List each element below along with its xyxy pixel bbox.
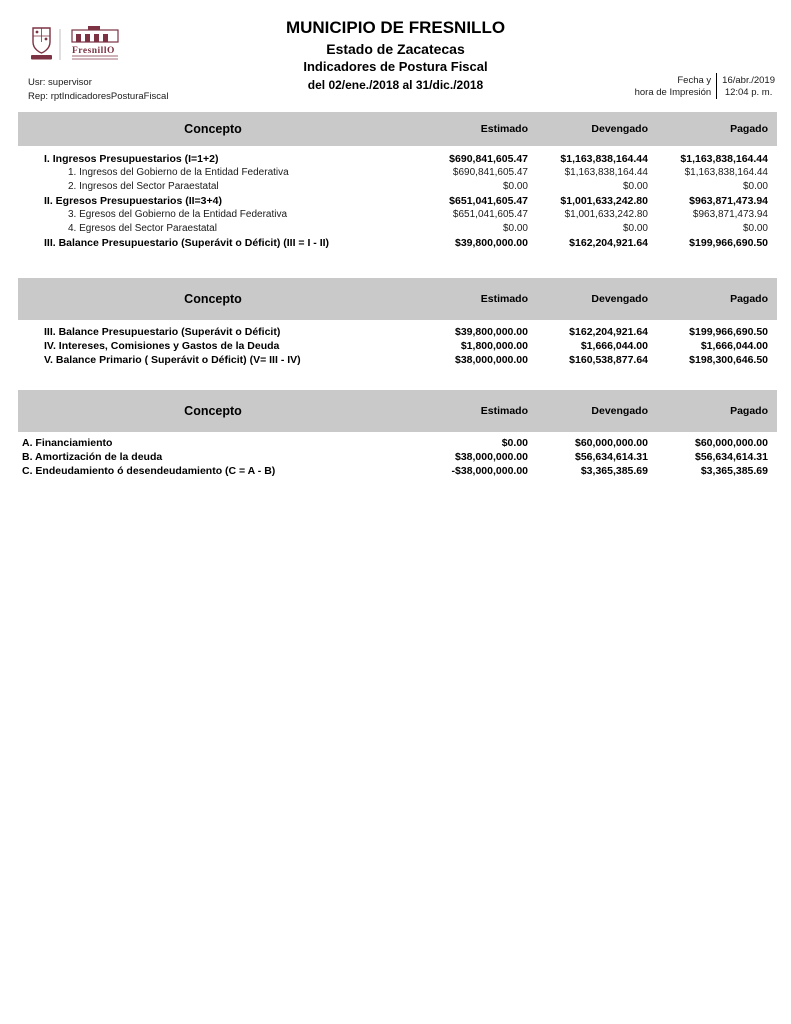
fiscal-table-ingresos-egresos [18,112,777,250]
table-header-bar [18,112,777,146]
estimado-value: $0.00 [502,181,528,192]
table-row [18,222,777,236]
column-header-devengado: Devengado [591,123,648,135]
devengado-value: $160,538,877.64 [569,354,648,366]
estimado-value: $39,800,000.00 [455,326,528,338]
devengado-value: $0.00 [622,181,648,192]
devengado-value: $0.00 [622,223,648,234]
print-info-labels [635,73,712,99]
report-id-label: Rep: rptIndicadoresPosturaFiscal [28,91,169,102]
estimado-value: $39,800,000.00 [455,237,528,249]
pagado-value: $198,300,646.50 [689,354,768,366]
pagado-value: $199,966,690.50 [689,237,768,249]
column-header-concepto: Concepto [184,404,242,418]
estimado-value: $38,000,000.00 [455,354,528,366]
column-header-estimado: Estimado [480,293,528,305]
estimado-value: $0.00 [502,223,528,234]
table-row [18,166,777,180]
concept-label: IV. Intereses, Comisiones y Gastos de la Deuda [44,340,280,352]
page-title: MUNICIPIO DE FRESNILLO [285,18,506,37]
table-body [18,325,777,367]
pagado-value: $963,871,473.94 [689,195,768,207]
concept-label: III. Balance Presupuestario (Superávit o Déficit) (III = I - II) [44,237,330,249]
column-header-pagado: Pagado [730,293,768,305]
table-row [18,339,777,353]
column-header-devengado: Devengado [591,293,648,305]
pagado-value: $1,666,044.00 [700,340,768,352]
pagado-value: $1,163,838,164.44 [680,153,768,165]
pagado-value: $60,000,000.00 [695,437,768,449]
pagado-value: $1,163,838,164.44 [684,167,768,178]
table-row [18,353,777,367]
table-row [18,436,777,450]
print-info [635,73,775,99]
pagado-value: $0.00 [742,223,768,234]
devengado-value: $1,163,838,164.44 [564,167,648,178]
table-body [18,436,777,478]
concept-label: A. Financiamiento [22,437,113,449]
column-header-devengado: Devengado [591,405,648,417]
table-row [18,180,777,194]
devengado-value: $1,666,044.00 [580,340,648,352]
devengado-value: $56,634,614.31 [575,451,648,463]
column-header-pagado: Pagado [730,123,768,135]
table-row [18,208,777,222]
table-body [18,152,777,250]
pagado-value: $3,365,385.69 [700,465,768,477]
print-info-divider [716,73,717,99]
table-row [18,464,777,478]
devengado-value: $3,365,385.69 [580,465,648,477]
logo-wordmark: FresnillO [72,46,115,56]
report-period: del 02/ene./2018 al 31/dic./2018 [307,77,484,92]
estimado-value: -$38,000,000.00 [451,465,528,477]
column-header-concepto: Concepto [184,122,242,136]
devengado-value: $1,001,633,242.80 [564,209,648,220]
fiscal-table-endeudamiento [18,390,777,478]
page-subtitle: Estado de Zacatecas [326,40,465,57]
concept-label: 4. Egresos del Sector Paraestatal [68,223,217,234]
concept-label: I. Ingresos Presupuestarios (I=1+2) [44,153,219,165]
devengado-value: $60,000,000.00 [575,437,648,449]
report-title: Indicadores de Postura Fiscal [303,58,488,74]
print-date-label: Fecha y [677,75,712,86]
concept-label: B. Amortización de la deuda [22,451,163,463]
table-row [18,236,777,250]
table-header-bar [18,390,777,432]
estimado-value: $38,000,000.00 [455,451,528,463]
estimado-value: $651,041,605.47 [449,195,528,207]
table-row [18,325,777,339]
estimado-value: $651,041,605.47 [452,209,528,220]
print-time-value: 12:04 p. m. [724,87,773,98]
table-row [18,194,777,208]
user-label: Usr: supervisor [28,77,92,88]
pagado-value: $0.00 [742,181,768,192]
pagado-value: $963,871,473.94 [692,209,768,220]
column-header-estimado: Estimado [480,123,528,135]
concept-label: C. Endeudamiento ó desendeudamiento (C = A - B) [22,465,276,477]
devengado-value: $1,001,633,242.80 [560,195,648,207]
table-row [18,450,777,464]
concept-label: 1. Ingresos del Gobierno de la Entidad Federativa [68,167,289,178]
concept-label: II. Egresos Presupuestarios (II=3+4) [44,195,222,207]
column-header-concepto: Concepto [184,292,242,306]
print-date-value: 16/abr./2019 [722,75,775,86]
estimado-value: $690,841,605.47 [452,167,528,178]
concept-label: 3. Egresos del Gobierno de la Entidad Federativa [68,209,288,220]
concept-label: V. Balance Primario ( Superávit o Déficit) (V= III - IV) [44,354,301,366]
estimado-value: $0.00 [501,437,528,449]
print-info-values [722,73,775,99]
estimado-value: $1,800,000.00 [460,340,528,352]
concept-label: III. Balance Presupuestario (Superávit o Déficit) [44,326,281,338]
column-header-estimado: Estimado [480,405,528,417]
column-header-pagado: Pagado [730,405,768,417]
print-time-label: hora de Impresión [634,87,712,98]
concept-label: 2. Ingresos del Sector Paraestatal [68,181,219,192]
fiscal-table-balance-primario [18,278,777,367]
estimado-value: $690,841,605.47 [449,153,528,165]
table-row [18,152,777,166]
devengado-value: $162,204,921.64 [569,326,648,338]
devengado-value: $1,163,838,164.44 [560,153,648,165]
table-header-bar [18,278,777,320]
devengado-value: $162,204,921.64 [569,237,648,249]
report-meta [28,76,168,104]
pagado-value: $199,966,690.50 [689,326,768,338]
pagado-value: $56,634,614.31 [695,451,768,463]
